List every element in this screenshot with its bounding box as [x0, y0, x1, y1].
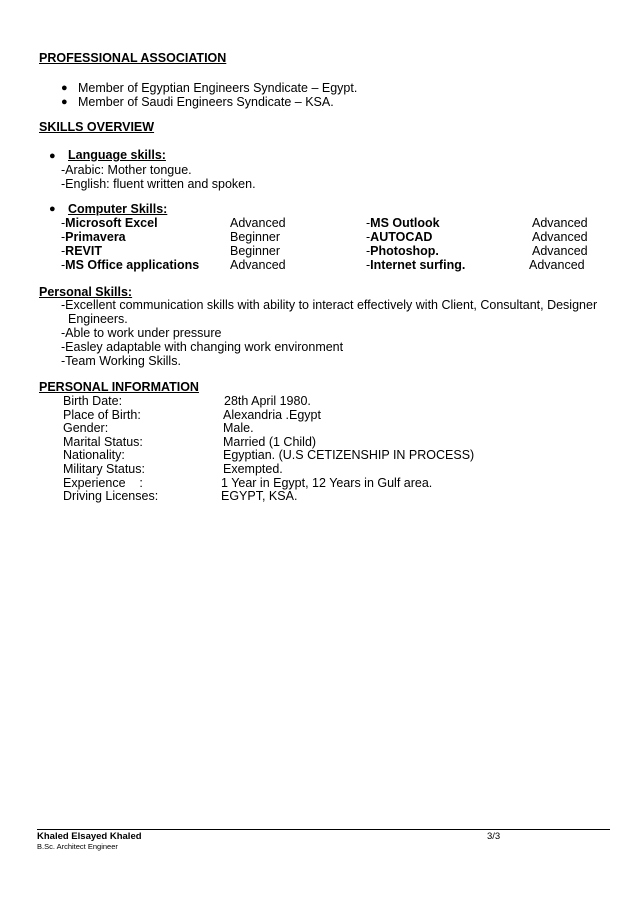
computer-skill-row: -MS Office applications: [61, 258, 200, 272]
info-label: Gender:: [63, 421, 109, 435]
footer-title: B.Sc. Architect Engineer: [37, 842, 118, 851]
info-value: EGYPT, KSA.: [221, 489, 298, 503]
info-value: Egyptian. (U.S CETIZENSHIP IN PROCESS): [223, 448, 475, 462]
info-value: Male.: [223, 421, 254, 435]
personal-information-heading: PERSONAL INFORMATION: [39, 380, 199, 394]
personal-skills-heading: Personal Skills:: [39, 285, 133, 299]
bullet-icon: ●: [49, 203, 56, 215]
skill-level: Beginner: [230, 244, 281, 258]
info-value: 1 Year in Egypt, 12 Years in Gulf area.: [221, 476, 433, 490]
info-label: Birth Date:: [63, 394, 123, 408]
bullet-icon: ●: [49, 150, 56, 162]
info-label: Marital Status:: [63, 435, 143, 449]
skill-level: Advanced: [532, 230, 588, 244]
skill-name: Internet surfing.: [370, 258, 466, 272]
skill-level: Advanced: [529, 258, 585, 272]
computer-skill-row: -Microsoft Excel: [61, 216, 158, 230]
skill-level: Advanced: [230, 216, 286, 230]
footer-divider: [37, 829, 610, 830]
association-item: Member of Saudi Engineers Syndicate – KSA.: [78, 95, 334, 109]
personal-skill-line: -Excellent communication skills with ability to interact effectively with Client, Consultant, Designer: [61, 298, 598, 312]
computer-skills-label: Computer Skills:: [68, 202, 168, 216]
skill-level: Advanced: [532, 244, 588, 258]
info-label: Driving Licenses:: [63, 489, 159, 503]
skill-name: AUTOCAD: [370, 230, 433, 244]
info-value: 28th April 1980.: [224, 394, 311, 408]
association-item: Member of Egyptian Engineers Syndicate – Egypt.: [78, 81, 358, 95]
footer-name: Khaled Elsayed Khaled: [37, 831, 142, 842]
language-skills-label: Language skills:: [68, 148, 166, 162]
personal-skill-line: -Team Working Skills.: [61, 354, 181, 368]
skill-name: Photoshop.: [370, 244, 439, 258]
bullet-icon: ●: [61, 82, 68, 94]
info-value: Married (1 Child): [223, 435, 317, 449]
page-number: 3/3: [487, 831, 501, 842]
language-line: -English: fluent written and spoken.: [61, 177, 256, 191]
info-value: Exempted.: [223, 462, 283, 476]
personal-skill-line: -Easley adaptable with changing work environment: [61, 340, 344, 354]
language-line: -Arabic: Mother tongue.: [61, 163, 192, 177]
computer-skill-row: -MS Outlook: [366, 216, 440, 230]
skill-level: Beginner: [230, 230, 281, 244]
personal-skill-line: -Able to work under pressure: [61, 326, 222, 340]
skill-name: REVIT: [65, 244, 102, 258]
skill-level: Advanced: [532, 216, 588, 230]
computer-skill-row: -AUTOCAD: [366, 230, 433, 244]
computer-skill-row: -Primavera: [61, 230, 126, 244]
computer-skill-row: -Internet surfing.: [366, 258, 466, 272]
info-label: Place of Birth:: [63, 408, 141, 422]
info-label: Experience :: [63, 476, 143, 490]
info-label: Nationality:: [63, 448, 125, 462]
skills-overview-heading: SKILLS OVERVIEW: [39, 120, 155, 134]
skill-name: MS Office applications: [65, 258, 200, 272]
skill-name: MS Outlook: [370, 216, 440, 230]
computer-skill-row: -Photoshop.: [366, 244, 439, 258]
personal-skill-line: Engineers.: [68, 312, 128, 326]
skill-level: Advanced: [230, 258, 286, 272]
info-value: Alexandria .Egypt: [223, 408, 321, 422]
computer-skill-row: -REVIT: [61, 244, 102, 258]
skill-name: Microsoft Excel: [65, 216, 158, 230]
bullet-icon: ●: [61, 96, 68, 108]
info-label: Military Status:: [63, 462, 145, 476]
skill-name: Primavera: [65, 230, 126, 244]
professional-association-heading: PROFESSIONAL ASSOCIATION: [39, 51, 227, 65]
